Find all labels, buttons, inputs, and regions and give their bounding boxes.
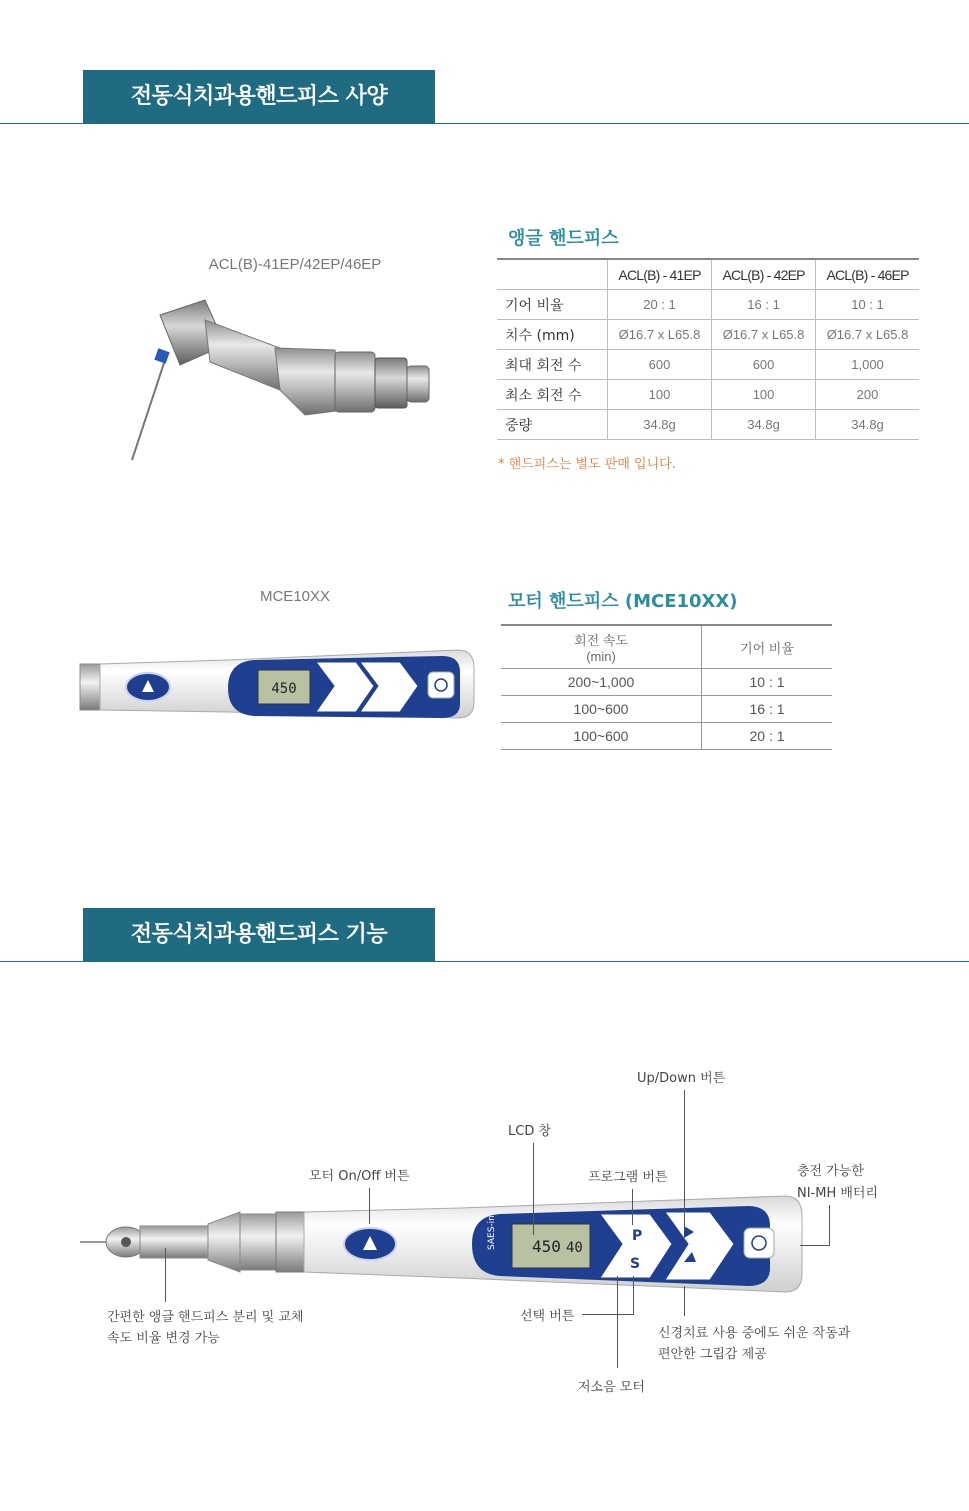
callout-line [617, 1276, 618, 1368]
row-label: 치수 (mm) [497, 320, 608, 350]
table-cell: Ø16.7 x L65.8 [712, 320, 816, 350]
table-row [497, 320, 919, 350]
brand-label: SAES-in [487, 1215, 497, 1250]
updown-label: Up/Down 버튼 [637, 1071, 726, 1086]
battery-label-line1: 충전 가능한 [797, 1164, 864, 1179]
table-cell: 100~600 [501, 723, 702, 750]
grip-feature-line2: 편안한 그립감 제공 [658, 1347, 767, 1362]
table-cell: Ø16.7 x L65.8 [608, 320, 712, 350]
table-cell: 10 : 1 [816, 290, 919, 320]
header-speed-line2: (min) [586, 649, 616, 664]
callout-line [369, 1188, 370, 1224]
angle-model-label: ACL(B)-41EP/42EP/46EP [208, 256, 382, 273]
table-cell: 16 : 1 [712, 290, 816, 320]
quiet-motor-label: 저소음 모터 [578, 1380, 645, 1395]
column-header-ratio: 기어 비율 [702, 625, 833, 669]
angle-spec-table [497, 258, 919, 440]
table-cell: 34.8g [816, 410, 919, 440]
table-cell: 1,000 [816, 350, 919, 380]
callout-line [632, 1189, 633, 1225]
table-header-row [497, 259, 919, 290]
callout-line [582, 1314, 634, 1315]
angle-feature-line1: 간편한 앵글 핸드피스 분리 및 교체 [107, 1310, 304, 1325]
table-cell: 34.8g [608, 410, 712, 440]
table-cell: 600 [712, 350, 816, 380]
header-speed-line1: 회전 속도 [574, 633, 628, 648]
table-cell: 200~1,000 [501, 669, 702, 696]
sold-separately-note: * 핸드피스는 별도 판매 입니다. [498, 457, 676, 472]
angle-feature-line2: 속도 비율 변경 가능 [107, 1331, 220, 1346]
callout-line [684, 1286, 685, 1316]
row-label: 기어 비율 [497, 290, 608, 320]
grip-feature-line1: 신경치료 사용 중에도 쉬운 작동과 [658, 1326, 851, 1341]
table-cell: 600 [608, 350, 712, 380]
callout-line [829, 1205, 830, 1245]
table-cell: 100~600 [501, 696, 702, 723]
column-header: ACL(B) - 46EP [816, 259, 919, 290]
table-cell: 20 : 1 [702, 723, 833, 750]
full-device-image [80, 1192, 805, 1296]
column-header: ACL(B) - 41EP [608, 259, 712, 290]
motor-handpiece-image [78, 648, 478, 724]
callout-line [800, 1245, 830, 1246]
table-corner [497, 259, 608, 290]
table-row [497, 380, 919, 410]
svg-text:P: P [632, 1228, 643, 1244]
table-cell: 34.8g [712, 410, 816, 440]
callout-line [684, 1090, 685, 1230]
angle-table-title: 앵글 핸드피스 [508, 228, 619, 249]
select-button-label: 선택 버튼 [520, 1309, 575, 1324]
table-cell: 100 [608, 380, 712, 410]
lcd-label: LCD 창 [508, 1124, 552, 1139]
row-label: 최대 회전 수 [497, 350, 608, 380]
table-cell: 20 : 1 [608, 290, 712, 320]
motor-table-title: 모터 핸드피스 (MCE10XX) [508, 591, 738, 612]
svg-text:S: S [630, 1256, 641, 1272]
column-header-speed [501, 625, 702, 669]
column-header: ACL(B) - 42EP [712, 259, 816, 290]
angle-handpiece-image [120, 290, 440, 465]
table-row [501, 723, 832, 750]
callout-line [633, 1276, 634, 1315]
motor-model-label: MCE10XX [259, 588, 331, 605]
table-row [497, 410, 919, 440]
motor-onoff-label: 모터 On/Off 버튼 [309, 1169, 410, 1184]
table-cell: 200 [816, 380, 919, 410]
row-label: 최소 회전 수 [497, 380, 608, 410]
table-row [501, 669, 832, 696]
callout-line [165, 1248, 166, 1302]
battery-label-line2: NI-MH 배터리 [797, 1186, 879, 1201]
program-button-label: 프로그램 버튼 [588, 1170, 668, 1185]
table-row [497, 290, 919, 320]
table-header-row [501, 625, 832, 669]
callout-line [533, 1143, 534, 1235]
lcd-readout: 450 [532, 1237, 561, 1256]
svg-text:40: 40 [566, 1240, 583, 1256]
row-label: 중량 [497, 410, 608, 440]
table-row [497, 350, 919, 380]
motor-spec-table [501, 624, 832, 750]
svg-text:450: 450 [271, 681, 297, 697]
table-cell: 100 [712, 380, 816, 410]
section-title-features: 전동식치과용핸드피스 기능 [83, 908, 435, 962]
section-title-spec: 전동식치과용핸드피스 사양 [83, 70, 435, 124]
table-cell: 10 : 1 [702, 669, 833, 696]
table-row [501, 696, 832, 723]
table-cell: Ø16.7 x L65.8 [816, 320, 919, 350]
table-cell: 16 : 1 [702, 696, 833, 723]
